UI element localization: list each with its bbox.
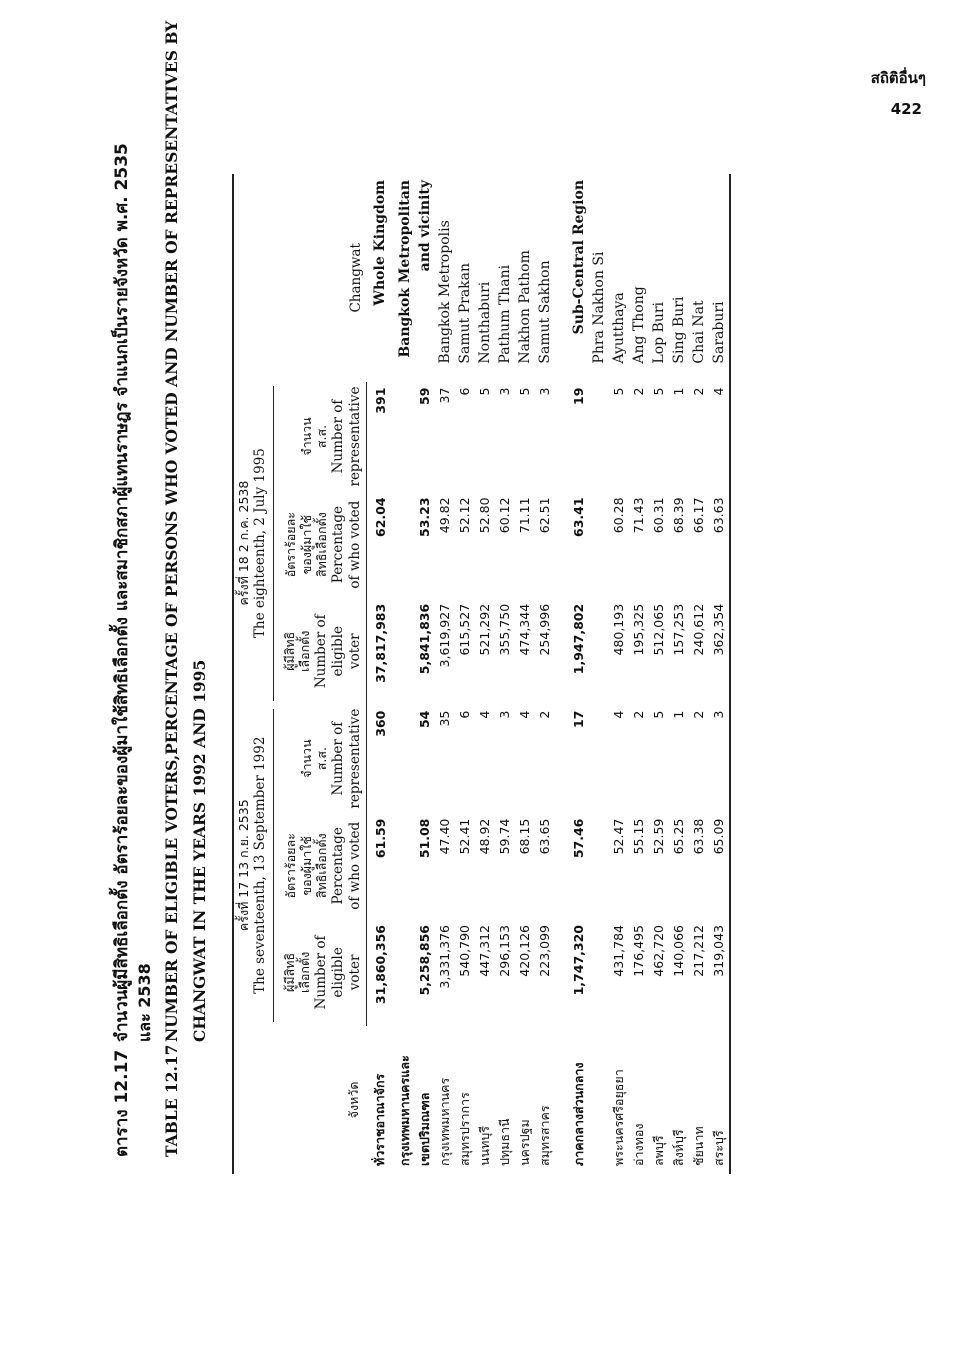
cell-eligible-1992: 176,495 <box>630 925 646 977</box>
cell-eligible-1992 <box>589 919 609 1026</box>
cell-percentage-1992: 65.25 <box>670 818 686 855</box>
cell-percentage-1992 <box>395 813 415 919</box>
cell-representatives-1995: 1 <box>670 387 686 396</box>
table-row <box>366 174 395 1174</box>
running-header-section: สถิติอื่นๆ <box>870 69 926 87</box>
representatives-en2: representative <box>346 708 363 809</box>
percentage-thai1: อัตราร้อยละ <box>283 833 299 899</box>
cell-eligible-1992: 3,331,376 <box>436 925 452 989</box>
cell-changwat-thai: อ่างทอง <box>630 1123 646 1166</box>
cell-percentage-1992: 68.15 <box>516 818 532 855</box>
cell-percentage-1992 <box>555 813 569 919</box>
election-statistics-table <box>232 174 731 1174</box>
cell-eligible-1995 <box>395 598 415 705</box>
cell-representatives-1995: 59 <box>416 387 432 405</box>
eligible-en2: eligible <box>329 625 346 677</box>
cell-eligible-1992 <box>555 919 569 1026</box>
percentage-en1: Percentage <box>329 506 346 584</box>
cell-percentage-1995 <box>589 491 609 597</box>
cell-representatives-1992: 5 <box>650 710 666 719</box>
caption-english-line1 <box>162 21 181 1157</box>
cell-representatives-1992 <box>589 705 609 813</box>
cell-representatives-1992: 1 <box>670 710 686 719</box>
cell-representatives-1992: 4 <box>476 710 492 719</box>
cell-representatives-1992: 3 <box>496 710 512 719</box>
cell-representatives-1995: 5 <box>610 387 626 396</box>
cell-eligible-1992: 140,066 <box>670 925 686 977</box>
cell-changwat-thai: นนทบุรี <box>476 1126 492 1166</box>
cell-changwat-english: Bangkok Metropolis <box>436 220 453 364</box>
cell-changwat-english: Ayutthaya <box>610 292 627 364</box>
cell-eligible-1995: 5,841,836 <box>416 603 432 675</box>
table-row <box>669 174 689 1174</box>
cell-percentage-1995: 63.63 <box>709 491 730 597</box>
cell-eligible-1992: 540,790 <box>456 925 472 977</box>
cell-eligible-1992: 447,312 <box>476 925 492 977</box>
eligible-en2: eligible <box>329 947 346 998</box>
election-1992-english: The seventeenth, 13 September 1992 <box>252 736 269 994</box>
table-row <box>589 174 609 1174</box>
cell-percentage-1992: 63.65 <box>536 818 552 855</box>
percentage-en1: Percentage <box>329 827 346 905</box>
cell-changwat-thai: ปทุมธานี <box>496 1118 512 1166</box>
table-row <box>495 174 515 1174</box>
caption-english-label: TABLE 12.17 <box>162 1044 181 1157</box>
table-body <box>366 174 730 1174</box>
cell-changwat-english: Lop Buri <box>650 301 667 364</box>
cell-eligible-1995 <box>589 598 609 705</box>
cell-representatives-1995: 391 <box>372 387 388 414</box>
cell-changwat-english <box>555 174 569 382</box>
cell-eligible-1995: 615,527 <box>456 603 472 656</box>
cell-eligible-1995: 3,619,927 <box>436 603 452 668</box>
cell-representatives-1995 <box>395 382 415 492</box>
cell-changwat-english: Bangkok Metropolitan <box>396 180 413 358</box>
eligible-en3: voter <box>346 633 363 670</box>
cell-percentage-1995 <box>555 491 569 597</box>
cell-representatives-1995: 3 <box>496 387 512 396</box>
election-1992-thai: ครั้งที่ 17 13 ก.ย. 2535 <box>236 799 251 932</box>
cell-changwat-english: Nakhon Pathom <box>516 250 533 364</box>
cell-eligible-1992: 296,153 <box>496 925 512 977</box>
cell-representatives-1995: 2 <box>630 387 646 396</box>
eligible-thai1: ผู้มีสิทธิ <box>281 631 297 671</box>
cell-eligible-1995: 240,612 <box>690 603 706 656</box>
table-row <box>455 174 475 1174</box>
representatives-thai1: จำนวน <box>298 739 314 778</box>
cell-percentage-1995: 63.41 <box>570 497 586 537</box>
cell-changwat-english: Whole Kingdom <box>372 180 389 306</box>
representatives-thai2: ส.ส. <box>314 747 330 771</box>
cell-percentage-1992 <box>589 813 609 919</box>
cell-representatives-1992 <box>555 705 569 813</box>
cell-changwat-english: Samut Sakhon <box>536 260 553 364</box>
election-1995-thai: ครั้งที่ 18 2 ก.ค. 2538 <box>236 480 251 606</box>
caption-english-text: NUMBER OF ELIGIBLE VOTERS,PERCENTAGE OF PERSONS WHO VOTED AND NUMBER OF REPRESENTATIVES BY <box>162 20 181 1042</box>
caption-english-line2: CHANGWAT IN THE YEARS 1992 AND 1995 <box>190 659 209 1042</box>
cell-changwat-thai <box>589 1026 609 1174</box>
cell-representatives-1992: 35 <box>436 710 452 727</box>
table-row <box>435 174 455 1174</box>
representatives-thai2: ส.ส. <box>314 424 330 449</box>
cell-eligible-1995: 521,292 <box>476 603 492 656</box>
cell-changwat-thai: ชัยนาท <box>690 1126 706 1166</box>
header-election-1995 <box>233 382 276 705</box>
percentage-thai1: อัตราร้อยละ <box>283 512 299 578</box>
header-percentage-1992 <box>276 813 366 919</box>
cell-changwat-english: Samut Prakan <box>456 262 473 364</box>
cell-changwat-english: Nonthaburi <box>476 281 493 364</box>
eligible-en3: voter <box>346 954 363 991</box>
cell-percentage-1992: 57.46 <box>570 818 586 859</box>
header-eligible-1992 <box>276 919 366 1026</box>
eligible-thai2: เลือกตั้ง <box>297 630 313 672</box>
cell-representatives-1992: 4 <box>610 710 626 719</box>
cell-percentage-1992: 59.74 <box>496 818 512 855</box>
table-row <box>555 174 569 1174</box>
header-eligible-1995 <box>276 598 366 705</box>
cell-percentage-1995: 66.17 <box>690 497 706 534</box>
cell-eligible-1995: 37,817,983 <box>372 603 388 683</box>
header-changwat-thai: จังหวัด <box>233 1026 366 1174</box>
cell-representatives-1992: 4 <box>516 710 532 719</box>
cell-representatives-1995: 2 <box>690 387 706 396</box>
eligible-en1: Number of <box>313 935 330 1010</box>
cell-representatives-1992: 2 <box>690 710 706 719</box>
representatives-en1: Number of <box>329 399 346 474</box>
cell-representatives-1995: 5 <box>650 387 666 396</box>
cell-representatives-1995 <box>555 382 569 492</box>
header-changwat-english: Changwat <box>233 174 366 382</box>
cell-percentage-1995: 60.28 <box>610 497 626 534</box>
cell-representatives-1995: 5 <box>476 387 492 396</box>
cell-percentage-1995: 52.80 <box>476 497 492 534</box>
cell-eligible-1992: 319,043 <box>709 919 730 1026</box>
cell-eligible-1992: 431,784 <box>610 925 626 977</box>
table-row <box>415 174 435 1174</box>
cell-changwat-english: Chai Nat <box>690 300 707 364</box>
cell-changwat-english: Ang Thong <box>630 286 647 364</box>
cell-representatives-1992: 17 <box>570 710 586 729</box>
header-representatives-1995 <box>276 382 366 492</box>
cell-eligible-1995: 355,750 <box>496 603 512 656</box>
cell-representatives-1995: 4 <box>709 382 730 492</box>
cell-eligible-1992: 223,099 <box>536 925 552 977</box>
page-number: 422 <box>890 100 922 118</box>
cell-changwat-english: Sing Buri <box>670 296 687 364</box>
cell-eligible-1995: 254,996 <box>536 603 552 656</box>
cell-percentage-1995: 62.51 <box>536 497 552 534</box>
table-row <box>475 174 495 1174</box>
table-row <box>609 174 629 1174</box>
cell-changwat-english: and vicinity <box>416 180 433 272</box>
cell-changwat-thai: สิงห์บุรี <box>670 1129 686 1166</box>
cell-percentage-1995: 60.12 <box>496 497 512 534</box>
table-row <box>689 174 709 1174</box>
table-row <box>395 174 415 1174</box>
cell-eligible-1995: 474,344 <box>516 603 532 656</box>
cell-representatives-1992: 360 <box>372 710 388 737</box>
eligible-thai2: เลือกตั้ง <box>297 951 313 994</box>
cell-changwat-thai: นครปฐม <box>516 1119 532 1166</box>
cell-representatives-1995: 37 <box>436 387 452 404</box>
percentage-thai2: ของผู้มาใช้ <box>298 514 314 575</box>
header-election-1992 <box>233 705 276 1026</box>
cell-representatives-1995: 5 <box>516 387 532 396</box>
cell-changwat-thai: กรุงเทพมหานคร <box>436 1077 452 1166</box>
cell-representatives-1995: 6 <box>456 387 472 396</box>
cell-percentage-1992: 63.38 <box>690 818 706 855</box>
percentage-thai3: สิทธิเลือกตั้ง <box>314 512 330 577</box>
cell-percentage-1995: 71.11 <box>516 497 532 534</box>
percentage-thai3: สิทธิเลือกตั้ง <box>314 833 330 899</box>
eligible-thai1: ผู้มีสิทธิ <box>281 952 297 992</box>
cell-percentage-1992: 48.92 <box>476 818 492 855</box>
cell-percentage-1992: 52.59 <box>650 818 666 855</box>
cell-eligible-1992: 5,258,856 <box>416 925 432 996</box>
cell-percentage-1995: 52.12 <box>456 497 472 534</box>
representatives-en1: Number of <box>329 721 346 796</box>
cell-changwat-thai: สมุทรปราการ <box>456 1092 472 1166</box>
cell-representatives-1995: 3 <box>536 387 552 396</box>
cell-representatives-1995 <box>589 382 609 492</box>
cell-changwat-english: Pathum Thani <box>496 264 513 364</box>
cell-changwat-thai: ลพบุรี <box>650 1135 666 1166</box>
caption-thai-line2: และ 2538 <box>135 963 154 1042</box>
representatives-en2: representative <box>346 386 363 487</box>
cell-eligible-1995: 195,325 <box>630 603 646 656</box>
cell-percentage-1992: 51.08 <box>416 818 432 859</box>
caption-thai-line1 <box>108 143 135 1157</box>
cell-changwat-english: Phra Nakhon Si <box>590 251 607 364</box>
cell-percentage-1992: 52.41 <box>456 818 472 855</box>
caption-thai-text: จำนวนผู้มีสิทธิเลือกตั้ง อัตราร้อยละของผู้มาใช้สิทธิเลือกตั้ง และสมาชิกสภาผู้แทนราษฎร จำแนกเป็นรายจังหวัด พ.ศ. 2535 <box>112 143 132 1042</box>
representatives-thai1: จำนวน <box>298 417 314 456</box>
cell-eligible-1992: 462,720 <box>650 925 666 977</box>
percentage-en2: of who voted <box>346 821 363 910</box>
cell-eligible-1995: 512,065 <box>650 603 666 656</box>
cell-eligible-1995: 362,354 <box>709 598 730 705</box>
cell-eligible-1992: 420,126 <box>516 925 532 977</box>
cell-representatives-1992: 6 <box>456 710 472 719</box>
cell-representatives-1992: 2 <box>630 710 646 719</box>
percentage-thai2: ของผู้มาใช้ <box>298 836 314 896</box>
cell-changwat-thai: สมุทรสาคร <box>536 1105 552 1166</box>
table-row <box>515 174 535 1174</box>
table-row <box>629 174 649 1174</box>
header-row-groups <box>233 174 276 1174</box>
cell-eligible-1992: 217,212 <box>690 925 706 977</box>
cell-changwat-thai: เขตปริมณฑล <box>416 1092 432 1166</box>
cell-eligible-1995 <box>555 598 569 705</box>
cell-percentage-1995: 68.39 <box>670 497 686 534</box>
cell-percentage-1992: 47.40 <box>436 818 452 855</box>
cell-representatives-1992: 54 <box>416 710 432 729</box>
cell-percentage-1995: 49.82 <box>436 497 452 534</box>
cell-changwat-english: Sub-Central Region <box>570 180 587 335</box>
table-row <box>569 174 589 1174</box>
cell-changwat-thai: พระนครศรีอยุธยา <box>610 1069 626 1166</box>
table-row <box>535 174 555 1174</box>
cell-changwat-english: Saraburi <box>709 174 730 382</box>
percentage-en2: of who voted <box>346 500 363 589</box>
cell-changwat-thai: สระบุรี <box>709 1026 730 1174</box>
cell-percentage-1995: 62.04 <box>372 497 388 537</box>
election-1995-english: The eighteenth, 2 July 1995 <box>252 448 269 639</box>
cell-representatives-1992: 2 <box>536 710 552 719</box>
header-representatives-1992 <box>276 705 366 813</box>
cell-percentage-1995: 71.43 <box>630 497 646 534</box>
table-row <box>709 174 730 1174</box>
cell-percentage-1992: 65.09 <box>709 813 730 919</box>
cell-representatives-1995: 19 <box>570 387 586 405</box>
cell-eligible-1992 <box>395 919 415 1026</box>
cell-percentage-1995 <box>395 491 415 597</box>
cell-eligible-1995: 480,193 <box>610 603 626 656</box>
cell-representatives-1992 <box>395 705 415 813</box>
cell-changwat-thai: กรุงเทพมหานครและ <box>396 1055 412 1166</box>
cell-percentage-1995: 60.31 <box>650 497 666 534</box>
caption-thai-label: ตาราง 12.17 <box>112 1049 132 1157</box>
cell-eligible-1995: 157,253 <box>670 603 686 656</box>
header-percentage-1995 <box>276 491 366 597</box>
cell-changwat-thai: ทั่วราชอาณาจักร <box>372 1073 388 1166</box>
table-row <box>649 174 669 1174</box>
cell-percentage-1995: 53.23 <box>416 497 432 537</box>
cell-eligible-1992: 31,860,356 <box>372 925 388 1005</box>
cell-percentage-1992: 52.47 <box>610 818 626 855</box>
cell-percentage-1992: 55.15 <box>630 818 646 855</box>
cell-changwat-thai: ภาคกลางส่วนกลาง <box>570 1062 586 1166</box>
cell-representatives-1992: 3 <box>709 705 730 813</box>
eligible-en1: Number of <box>313 614 330 689</box>
cell-changwat-thai <box>555 1026 569 1174</box>
cell-eligible-1995: 1,947,802 <box>570 603 586 675</box>
cell-eligible-1992: 1,747,320 <box>570 925 586 996</box>
cell-percentage-1992: 61.59 <box>372 818 388 859</box>
